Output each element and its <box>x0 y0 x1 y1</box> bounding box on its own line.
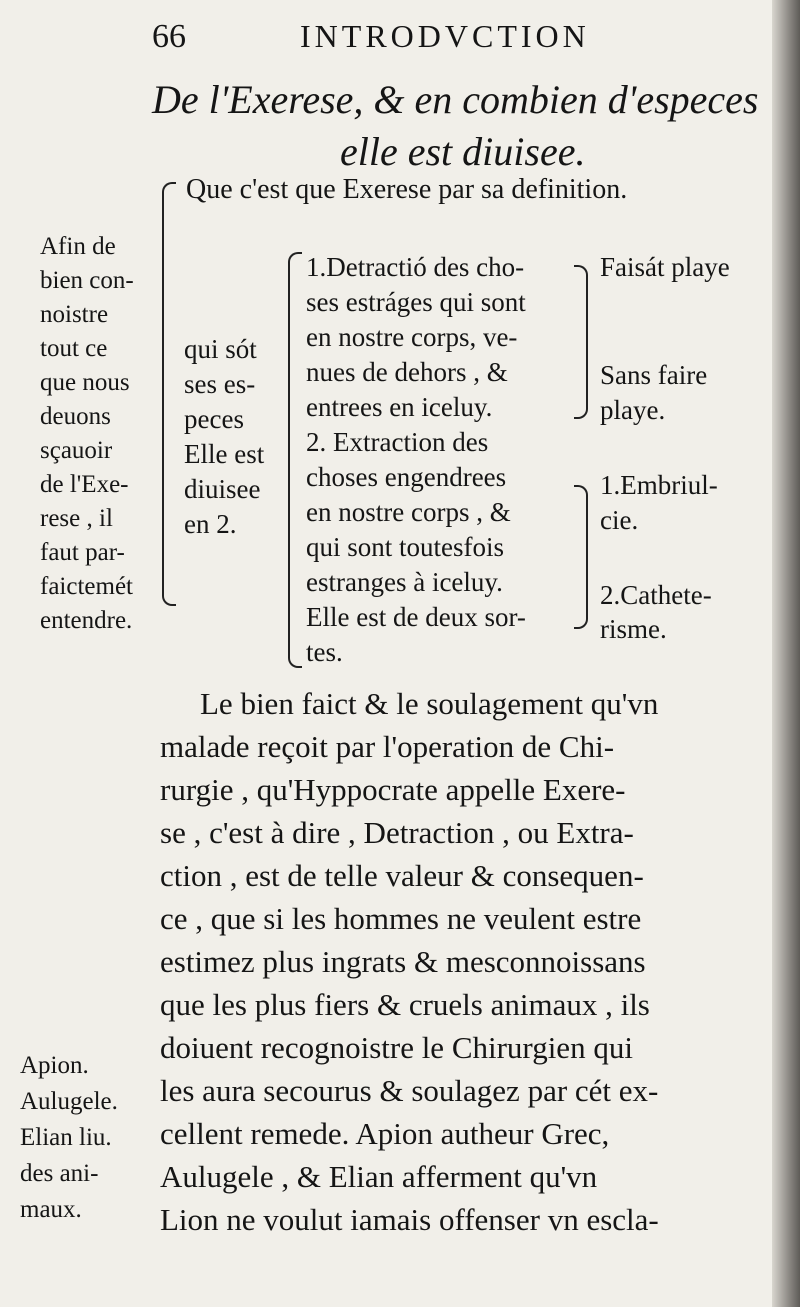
body-line: Le bien faict & le soulagement qu'vn <box>200 686 659 721</box>
body-line: Aulugele , & Elian afferment qu'vn <box>160 1159 598 1194</box>
margin-note-bottom: Apion. Aulugele. Elian liu. des ani- maux. <box>20 1052 118 1223</box>
page-number: 66 <box>152 18 186 55</box>
right-brace-a <box>574 265 588 419</box>
page-gutter <box>772 0 800 1307</box>
body-line: rurgie , qu'Hyppocrate appelle Exere- <box>160 772 626 807</box>
body-line: malade reçoit par l'operation de Chi- <box>160 729 615 764</box>
scheme-right-b1: 1.Embriul- <box>600 470 718 500</box>
outer-brace <box>162 182 176 606</box>
right-brace-b <box>574 485 588 629</box>
body-line: Lion ne voulut iamais offenser vn escla- <box>160 1202 659 1237</box>
body-line: doiuent recognoistre le Chirurgien qui <box>160 1030 633 1065</box>
body-line: ction , est de telle valeur & consequen- <box>160 858 644 893</box>
body-line: ce , que si les hommes ne veulent estre <box>160 901 642 936</box>
body-line: estimez plus ingrats & mesconnoissans <box>160 944 646 979</box>
margin-note-top: Afin de bien con- noistre tout ce que nous deuons sçauoir de l'Exe- rese , il faut par- faictemét entendre. <box>40 233 134 634</box>
scheme-right-b2: cie. <box>600 505 639 535</box>
scheme-right-a2: Sans faire <box>600 360 708 390</box>
scheme-right-b4: risme. <box>600 614 667 644</box>
inner-brace <box>288 252 302 668</box>
chapter-title-line-1: De l'Exerese, & en combien d'especes <box>152 77 759 122</box>
scheme-items-column: 1.Detractió des cho- ses estráges qui sont en nostre corps, ve- nues de dehors , & entrees en iceluy. 2. Extraction des choses engendrees en nostre corps , & qui sont toutesfois estranges à iceluy. Elle est de deux sor- tes. <box>306 252 526 667</box>
scheme-right-a3: playe. <box>600 395 666 425</box>
scheme-middle-column: qui sót ses es- peces Elle est diuisee en 2. <box>184 334 265 539</box>
body-line: cellent remede. Apion autheur Grec, <box>160 1116 610 1151</box>
chapter-title-line-2: elle est diuisee. <box>340 129 586 174</box>
body-line: que les plus fiers & cruels animaux , ils <box>160 987 650 1022</box>
running-head: INTRODVCTION <box>300 18 590 54</box>
scheme-first-line: Que c'est que Exerese par sa definition. <box>186 174 628 205</box>
body-line: les aura secourus & soulagez par cét ex- <box>160 1073 659 1108</box>
scheme-right-b3: 2.Cathete- <box>600 580 712 610</box>
body-line: se , c'est à dire , Detraction , ou Extra- <box>160 815 634 850</box>
scheme-right-a1: Faisát playe <box>600 252 730 282</box>
